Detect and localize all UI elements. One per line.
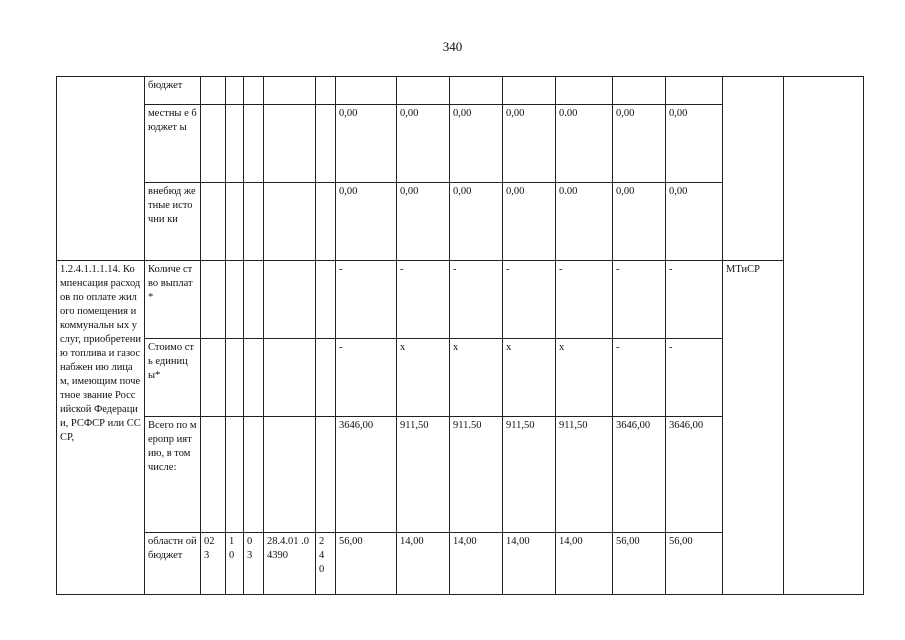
value-cell: - <box>666 339 723 417</box>
value-cell: - <box>450 261 503 339</box>
empty-measure-cell <box>57 77 145 261</box>
value-cell: - <box>556 261 613 339</box>
table-row-budget-tail <box>57 77 864 105</box>
value-cell: 911,50 <box>503 417 556 533</box>
value-cell: 0,00 <box>450 105 503 183</box>
value-cell: - <box>666 261 723 339</box>
value-cell: 0,00 <box>666 183 723 261</box>
value-cell: х <box>503 339 556 417</box>
value-cell: 56,00 <box>336 533 397 595</box>
executor-cell: МТиСР <box>723 261 784 595</box>
value-cell: 0,00 <box>503 183 556 261</box>
value-cell: 0,00 <box>397 183 450 261</box>
code-cell: 1 0 <box>226 533 244 595</box>
value-cell: 0,00 <box>397 105 450 183</box>
value-cell: х <box>397 339 450 417</box>
value-cell: 14,00 <box>556 533 613 595</box>
value-cell: 56,00 <box>666 533 723 595</box>
value-cell: 14,00 <box>450 533 503 595</box>
value-cell: - <box>397 261 450 339</box>
value-cell: 911,50 <box>397 417 450 533</box>
value-cell: х <box>556 339 613 417</box>
code-cell: 0 3 <box>244 533 264 595</box>
value-cell: 0.00 <box>556 183 613 261</box>
row-label: Стоимо сть единиц ы* <box>145 339 201 417</box>
value-cell: - <box>503 261 556 339</box>
budget-table <box>56 76 864 595</box>
code-cell: 2 4 0 <box>316 533 336 595</box>
row-label: внебюд жетные источни ки <box>145 183 201 261</box>
table-row-payment-count <box>57 261 864 339</box>
value-cell: х <box>450 339 503 417</box>
value-cell: 0,00 <box>613 183 666 261</box>
value-cell: 0,00 <box>666 105 723 183</box>
value-cell: 0,00 <box>336 105 397 183</box>
value-cell: 14,00 <box>397 533 450 595</box>
value-cell: 911.50 <box>450 417 503 533</box>
value-cell: 14,00 <box>503 533 556 595</box>
row-label: местны е бюджет ы <box>145 105 201 183</box>
empty-executor-cell <box>723 77 784 261</box>
empty-last-column <box>784 77 864 595</box>
value-cell: 56,00 <box>613 533 666 595</box>
value-cell: - <box>336 261 397 339</box>
value-cell: 3646,00 <box>336 417 397 533</box>
value-cell: 911,50 <box>556 417 613 533</box>
value-cell: 0.00 <box>556 105 613 183</box>
value-cell: 0,00 <box>613 105 666 183</box>
code-cell: 28.4.01 .04390 <box>264 533 316 595</box>
row-label: Количе ство выплат * <box>145 261 201 339</box>
value-cell: - <box>613 339 666 417</box>
value-cell: - <box>613 261 666 339</box>
value-cell: 3646,00 <box>666 417 723 533</box>
page-number: 340 <box>442 39 463 54</box>
row-label: областн ой бюджет <box>145 533 201 595</box>
code-cell: 02 3 <box>201 533 226 595</box>
row-label: бюджет <box>145 77 201 105</box>
value-cell: 3646,00 <box>613 417 666 533</box>
value-cell: 0,00 <box>450 183 503 261</box>
value-cell: - <box>336 339 397 417</box>
row-label: Всего по меропр иятию, в том числе: <box>145 417 201 533</box>
measure-title: 1.2.4.1.1.1.14. Компенсация расходов по оплате жилого помещения и коммунальн ых услуг, приобретени ю топлива и газоснабжен ию лицам, имеющим почетное звание Российской Федерации, РСФСР или СССР, <box>57 261 145 595</box>
value-cell: 0,00 <box>336 183 397 261</box>
value-cell: 0,00 <box>503 105 556 183</box>
